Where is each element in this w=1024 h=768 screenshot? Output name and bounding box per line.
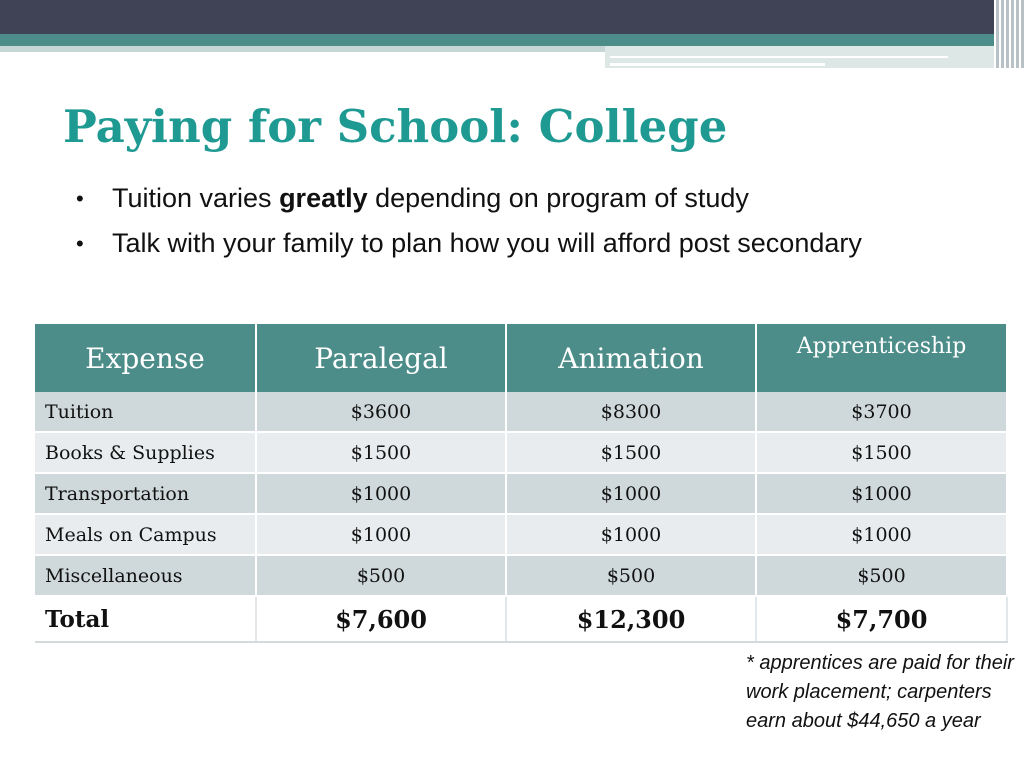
header-band-line bbox=[610, 56, 948, 58]
bullet-text-before: Tuition varies bbox=[112, 183, 280, 213]
row-label: Meals on Campus bbox=[35, 514, 256, 555]
bullet-dot: • bbox=[76, 186, 84, 211]
header-animation: Animation bbox=[506, 324, 756, 392]
cell-paralegal: $500 bbox=[256, 555, 506, 596]
header-band-stripes bbox=[994, 0, 1024, 68]
cell-apprenticeship: $1000 bbox=[756, 514, 1007, 555]
total-paralegal: $7,600 bbox=[256, 596, 506, 642]
total-animation: $12,300 bbox=[506, 596, 756, 642]
total-label: Total bbox=[35, 596, 256, 642]
cell-apprenticeship: $1000 bbox=[756, 473, 1007, 514]
bullet-list bbox=[74, 178, 934, 268]
slide-title: Paying for School: College bbox=[63, 100, 728, 153]
cell-apprenticeship: $1500 bbox=[756, 432, 1007, 473]
table-row bbox=[35, 555, 1007, 596]
footnote: * apprentices are paid for their work placement; carpenters earn about $44,650 a year bbox=[746, 652, 1014, 732]
header-apprenticeship: Apprenticeship bbox=[756, 324, 1007, 392]
bullet-item-tuition bbox=[74, 178, 934, 219]
cell-animation: $1500 bbox=[506, 432, 756, 473]
row-label: Miscellaneous bbox=[35, 555, 256, 596]
header-expense: Expense bbox=[35, 324, 256, 392]
row-label: Tuition bbox=[35, 392, 256, 432]
table-row bbox=[35, 392, 1007, 432]
bullet-item-family bbox=[74, 223, 872, 264]
row-label: Transportation bbox=[35, 473, 256, 514]
cell-apprenticeship: $3700 bbox=[756, 392, 1007, 432]
header-band-dark bbox=[0, 0, 1024, 34]
cell-paralegal: $1000 bbox=[256, 514, 506, 555]
table-header-row bbox=[35, 324, 1007, 392]
bullet-dot: • bbox=[76, 231, 84, 256]
table-row bbox=[35, 432, 1007, 473]
cell-animation: $1000 bbox=[506, 473, 756, 514]
cell-animation: $1000 bbox=[506, 514, 756, 555]
total-apprenticeship: $7,700 bbox=[756, 596, 1007, 642]
row-label: Books & Supplies bbox=[35, 432, 256, 473]
cell-paralegal: $3600 bbox=[256, 392, 506, 432]
table-total-row bbox=[35, 596, 1007, 642]
header-band-pale bbox=[0, 46, 605, 52]
cell-paralegal: $1500 bbox=[256, 432, 506, 473]
expense-table-container bbox=[35, 324, 1007, 643]
bullet-text-bold: greatly bbox=[279, 183, 368, 213]
bullet-text-after: depending on program of study bbox=[367, 183, 749, 213]
cell-apprenticeship: $500 bbox=[756, 555, 1007, 596]
table-row bbox=[35, 514, 1007, 555]
bullet-text: Talk with your family to plan how you will afford post secondary bbox=[112, 228, 862, 258]
table-row bbox=[35, 473, 1007, 514]
header-band-line-2 bbox=[610, 63, 825, 66]
cell-animation: $8300 bbox=[506, 392, 756, 432]
header-band-teal bbox=[0, 34, 1024, 46]
cell-paralegal: $1000 bbox=[256, 473, 506, 514]
expense-table bbox=[35, 324, 1008, 643]
header-paralegal: Paralegal bbox=[256, 324, 506, 392]
cell-animation: $500 bbox=[506, 555, 756, 596]
